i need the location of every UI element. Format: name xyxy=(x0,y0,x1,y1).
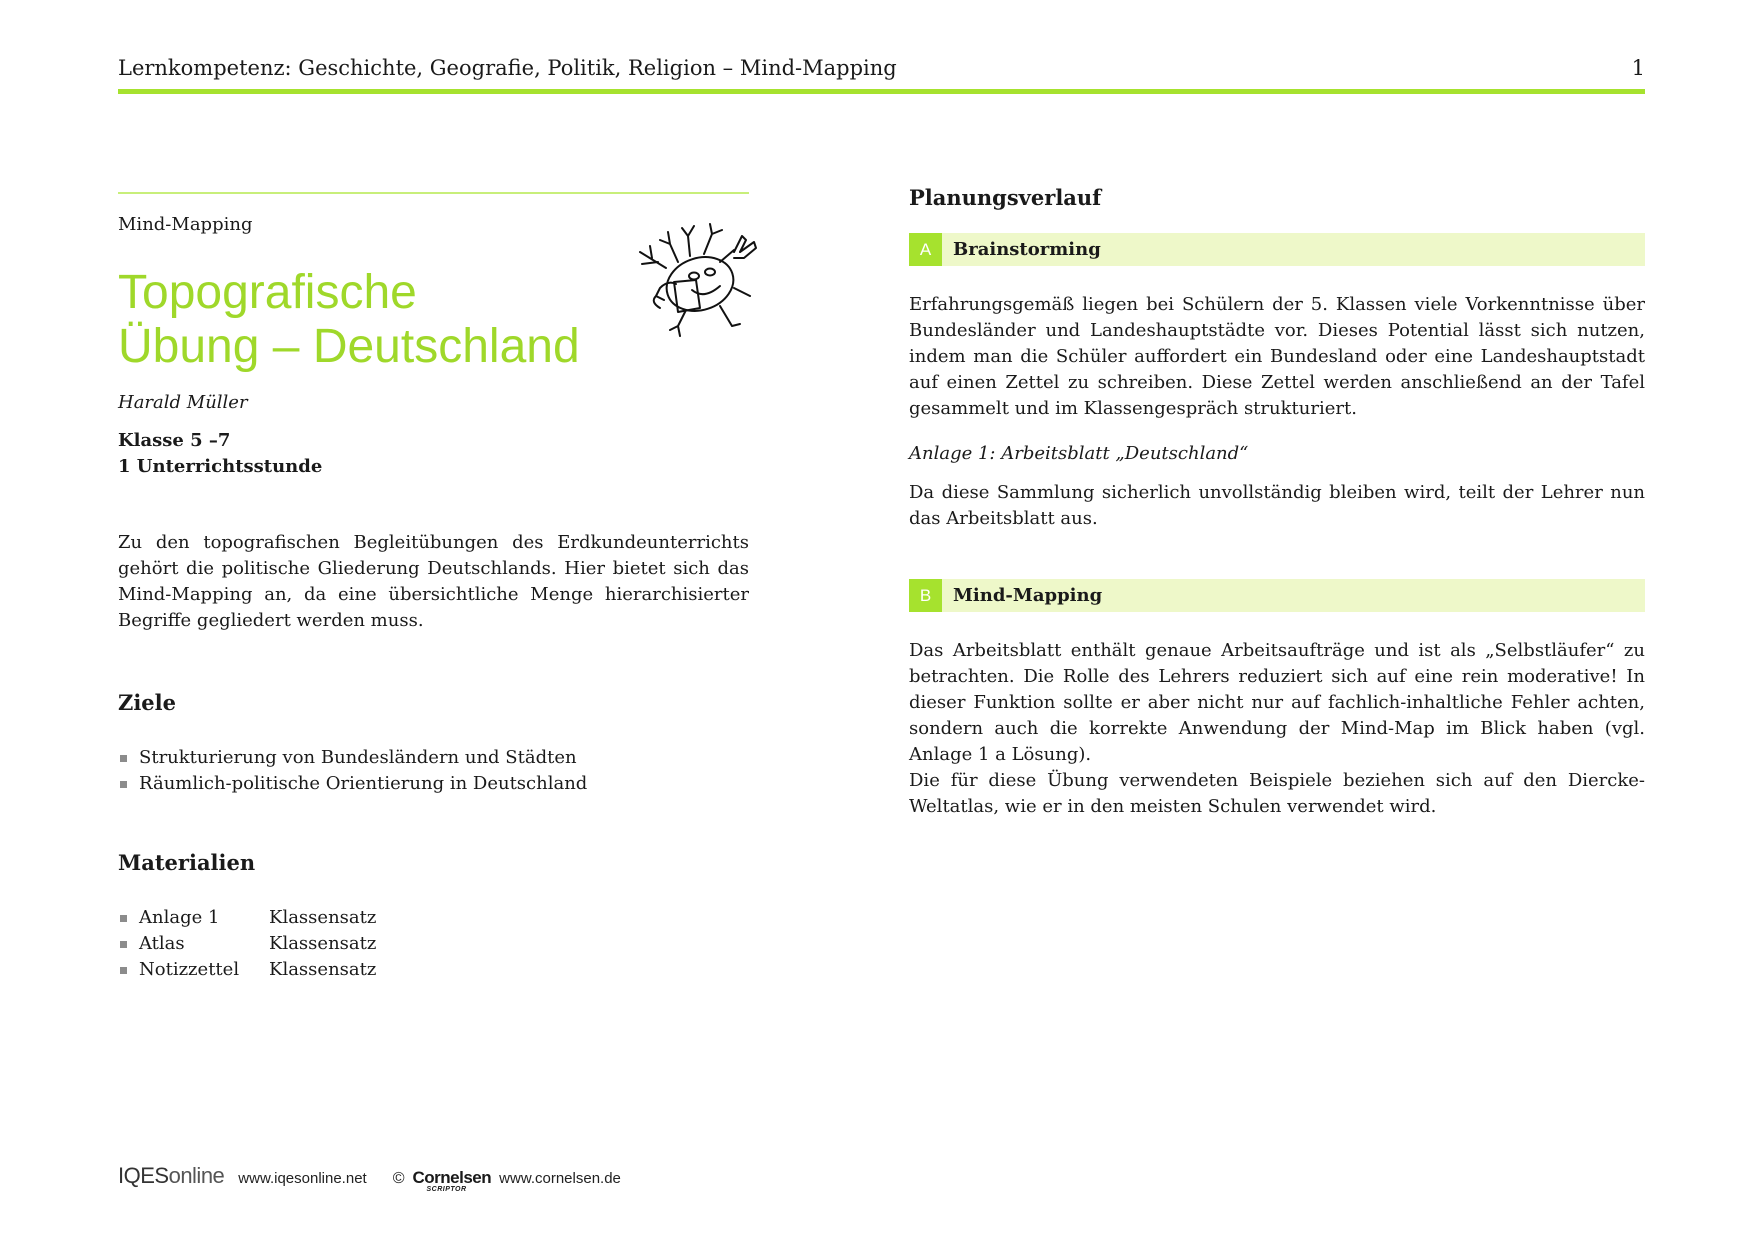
section-title: Mind-Mapping xyxy=(953,585,1103,606)
material-name: Anlage 1 xyxy=(139,907,220,928)
page-number: 1 xyxy=(1631,56,1645,80)
intro-paragraph: Zu den topografischen Begleitübungen des Erdkundeunterrichts gehört die politische Gliederung Deutschlands. Hier bietet sich das Mind-Mapping an, da eine übersichtliche Menge hierarchisierter Begriffe gegliedert werden muss. xyxy=(118,532,749,631)
section-a-bar xyxy=(909,233,1645,266)
page-title xyxy=(118,266,580,374)
section-b-paragraph: Das Arbeitsblatt enthält genaue Arbeitsaufträge und ist als „Selbstläufer“ zu betrachten. Die Rolle des Lehrers reduziert sich auf eine rein moderative! In dieser Funktion sollte er aber nicht nur auf fachlich-inhaltliche Fehler achten, sondern auch die korrekte Anwendung der Mind-Map im Blick haben (vgl. Anlage 1 a Lösung). Die für diese Übung verwendeten Beispiele beziehen sich auf den Diercke-Weltatlas, wie er in den meisten Schulen verwendet wird. xyxy=(909,640,1645,817)
materials-list xyxy=(118,905,518,983)
section-a-paragraph-1: Erfahrungsgemäß liegen bei Schülern der 5. Klassen viele Vorkenntnisse über Bundesländer und Landeshauptstädte vor. Dieses Potential lässt sich nutzen, indem man die Schüler auffordert ein Bundesland oder eine Landeshauptstadt auf einen Zettel zu schreiben. Diese Zettel werden anschließend an der Tafel gesammelt und im Klassengespräch strukturiert. xyxy=(909,294,1645,419)
iqes-url-link[interactable]: www.iqesonline.net xyxy=(238,1170,367,1187)
header-rule xyxy=(118,89,1645,94)
iqes-logo-part: IQES xyxy=(118,1163,169,1188)
planning-heading: Planungsverlauf xyxy=(909,185,1102,210)
materials-heading: Materialien xyxy=(118,850,256,875)
cornelsen-logo xyxy=(412,1168,492,1193)
list-item: Räumlich-politische Orientierung in Deutschland xyxy=(118,771,738,797)
category-label: Mind-Mapping xyxy=(118,214,253,235)
list-item: Strukturierung von Bundesländern und Städten xyxy=(118,745,738,771)
running-header-title: Lernkompetenz: Geschichte, Geografie, Politik, Religion – Mind-Mapping xyxy=(118,56,897,80)
lesson-duration: 1 Unterrichtsstunde xyxy=(118,456,323,477)
page-title-line-2: Übung – Deutschland xyxy=(118,320,580,373)
copyright-symbol: © xyxy=(392,1170,405,1187)
grade-level: Klasse 5 –7 xyxy=(118,430,231,451)
section-badge: A xyxy=(909,233,942,266)
cornelsen-logo-sub: SCRIPTOR xyxy=(426,1186,467,1193)
list-item xyxy=(118,931,518,957)
grade-info xyxy=(118,428,322,480)
author-name: Harald Müller xyxy=(118,392,248,413)
material-name: Notizzettel xyxy=(139,959,240,980)
list-item xyxy=(118,957,518,983)
cornelsen-url-link[interactable]: www.cornelsen.de xyxy=(499,1170,621,1187)
left-column-rule xyxy=(118,192,749,194)
goals-list xyxy=(118,745,738,797)
section-a-reference: Anlage 1: Arbeitsblatt „Deutschland“ xyxy=(909,443,1249,464)
material-name: Atlas xyxy=(139,933,185,954)
list-item xyxy=(118,905,518,931)
section-b-bar xyxy=(909,579,1645,612)
section-title: Brainstorming xyxy=(953,239,1101,260)
footer xyxy=(118,1163,621,1191)
mind-map-mascot-icon xyxy=(630,222,770,337)
material-amount: Klassensatz xyxy=(269,907,377,928)
cornelsen-logo-text: Cornelsen xyxy=(412,1168,492,1187)
goals-heading: Ziele xyxy=(118,690,177,715)
iqes-logo xyxy=(118,1163,224,1189)
material-amount: Klassensatz xyxy=(269,959,377,980)
section-badge: B xyxy=(909,579,942,612)
section-a-paragraph-2: Da diese Sammlung sicherlich unvollständig bleiben wird, teilt der Lehrer nun das Arbeitsblatt aus. xyxy=(909,482,1645,529)
page-title-line-1: Topografische xyxy=(118,266,417,319)
iqes-logo-part: online xyxy=(168,1163,225,1188)
material-amount: Klassensatz xyxy=(269,933,377,954)
